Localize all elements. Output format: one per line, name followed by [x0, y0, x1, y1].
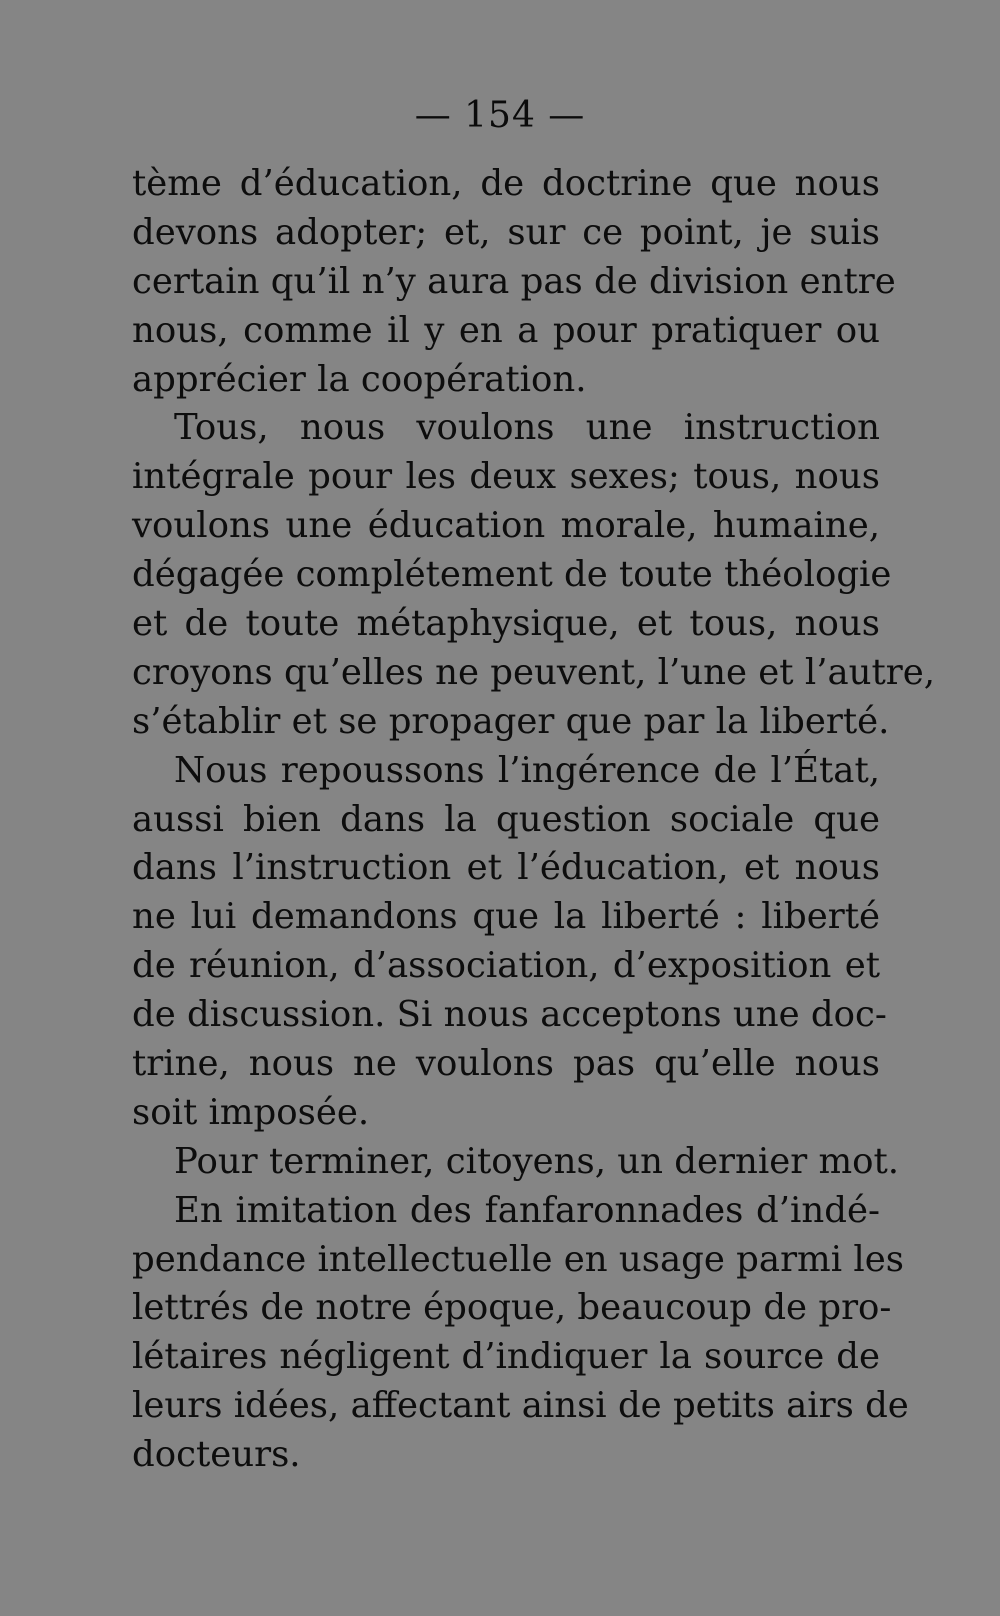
text-line: dégagée complétement de toute théologie	[132, 554, 892, 596]
text-line: pendance intellectuelle en usage parmi les	[132, 1238, 904, 1280]
text-line: Nous repoussons l’ingérence de l’État,	[174, 749, 880, 791]
text-line: croyons qu’elles ne peuvent, l’une et l’autre,	[132, 651, 936, 693]
text-line: nous, comme il y en a pour pratiquer ou	[132, 309, 880, 351]
body-text	[132, 160, 936, 1480]
text-line: s’établir et se propager que par la liberté.	[132, 700, 890, 742]
text-line: de discussion. Si nous acceptons une doc-	[132, 994, 887, 1036]
text-line: dans l’instruction et l’éducation, et nous	[132, 847, 880, 889]
text-line: docteurs.	[132, 1434, 301, 1476]
text-line: Pour terminer, citoyens, un dernier mot.	[174, 1140, 900, 1182]
text-line: ne lui demandons que la liberté : liberté	[132, 896, 880, 938]
text-line: létaires négligent d’indiquer la source de	[132, 1336, 880, 1378]
text-line: de réunion, d’association, d’exposition et	[132, 945, 880, 987]
text-line: En imitation des fanfaronnades d’indé-	[174, 1189, 880, 1231]
text-line: lettrés de notre époque, beaucoup de pro-	[132, 1287, 892, 1329]
text-line: intégrale pour les deux sexes; tous, nous	[132, 456, 880, 498]
text-line: et de toute métaphysique, et tous, nous	[132, 603, 880, 645]
text-line: voulons une éducation morale, humaine,	[132, 505, 880, 547]
text-line: leurs idées, affectant ainsi de petits airs de	[132, 1385, 909, 1427]
text-line: tème d’éducation, de doctrine que nous	[132, 163, 880, 204]
text-line: apprécier la coopération.	[132, 358, 587, 400]
page-number: — 154 —	[414, 95, 586, 136]
text-line: aussi bien dans la question sociale que	[132, 798, 880, 840]
text-line: Tous, nous voulons une instruction	[174, 407, 880, 449]
text-line: soit imposée.	[132, 1091, 370, 1133]
text-line: certain qu’il n’y aura pas de division entre	[132, 260, 896, 302]
text-line: trine, nous ne voulons pas qu’elle nous	[132, 1043, 880, 1085]
text-line: devons adopter; et, sur ce point, je suis	[132, 211, 880, 253]
